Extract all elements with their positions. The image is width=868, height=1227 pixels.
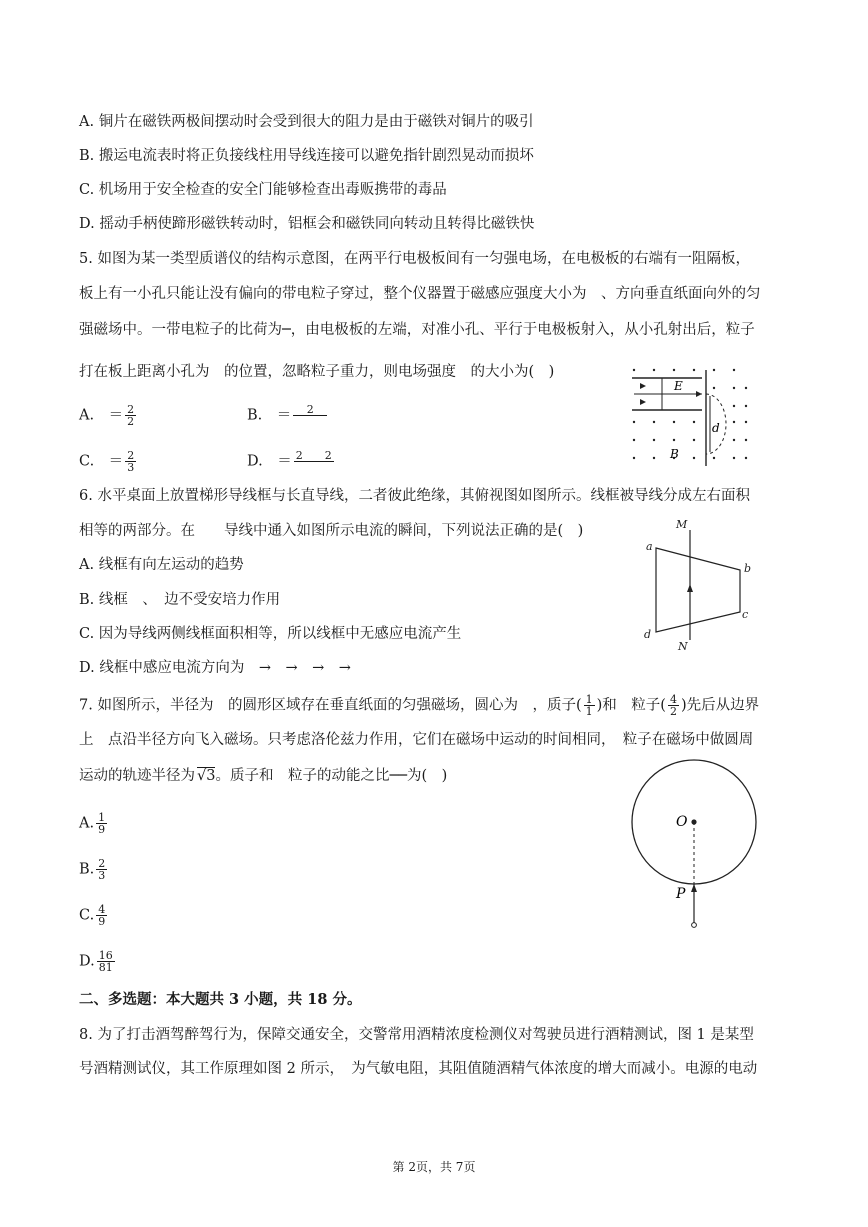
- q6-trapezoid-wire-diagram: [640, 514, 760, 654]
- q5-option-a: A. ＝ $\frac{2}{2}$: [79, 403, 135, 428]
- q5-mass-spectrometer-diagram: [626, 366, 756, 470]
- q7-circular-field-diagram: [626, 756, 762, 936]
- label-p: P: [676, 886, 686, 902]
- section-heading-multiple-choice: 二、多选题：本大题共 3 小题，共 18 分。: [79, 991, 362, 1008]
- q4-option-c: C. 机场用于安全检查的安全门能够检查出毒贩携带的毒品: [79, 182, 447, 198]
- q4-option-a: A. 铜片在磁铁两极间摆动时会受到很大的阻力是由于磁铁对铜片的吸引: [79, 114, 534, 130]
- q7-option-d: D. $\frac{16}{81}$: [79, 949, 113, 974]
- q7-stem-line2: 上 点沿半径方向飞入磁场。只考虑洛伦兹力作用，它们在磁场中运动的时间相同， 粒子在磁场中做圆周: [79, 732, 754, 748]
- label-o: O: [676, 814, 688, 830]
- label-m: M: [676, 518, 688, 531]
- q7-stem-line1: 7. 如图所示，半径为 的圆形区域存在垂直纸面的匀强磁场，圆心为 ，质子( $\frac{1}{1}$ )和 粒子( $\frac{4}{2}$ )先后从边界: [79, 693, 760, 718]
- q6-stem-line2: 相等的两部分。在 导线中通入如图所示电流的瞬间，下列说法正确的是( ): [79, 523, 584, 539]
- q5-stem-line4: 打在板上距离小孔为 的位置，忽略粒子重力，则电场强度 的大小为( ): [79, 364, 555, 380]
- q6-option-c: C. 因为导线两侧线框面积相等，所以线框中无感应电流产生: [79, 626, 462, 642]
- q8-stem-line1: 8. 为了打击酒驾醉驾行为，保障交通安全，交警常用酒精浓度检测仪对驾驶员进行酒精测试，图 1 是某型: [79, 1027, 754, 1043]
- page-footer: 第 2页，共 7页: [392, 1160, 476, 1174]
- label-d: d: [644, 628, 652, 641]
- q4-option-b: B. 搬运电流表时将正负接线柱用导线连接可以避免指针剧烈晃动而损坏: [79, 148, 534, 164]
- q5-option-c: C. ＝ $\frac{2}{3}$: [79, 449, 135, 474]
- label-a: a: [646, 540, 653, 553]
- q5-option-b: B. ＝ 2: [247, 404, 329, 427]
- q6-option-a: A. 线框有向左运动的趋势: [79, 557, 244, 573]
- q6-stem-line1: 6. 水平桌面上放置梯形导线框与长直导线，二者彼此绝缘，其俯视图如图所示。线框被导线分成左右面积: [79, 488, 750, 504]
- q5-option-d: D. ＝ 2 2: [247, 449, 332, 470]
- label-d: d: [712, 421, 720, 435]
- q7-stem-line3: 运动的轨迹半径为 √3。质子和 粒子的动能之比──为( ): [79, 768, 448, 784]
- label-c: c: [742, 608, 749, 621]
- q5-stem-line2: 板上有一小孔只能让没有偏向的带电粒子穿过，整个仪器置于磁感应强度大小为 、方向垂直纸面向外的匀: [79, 286, 761, 302]
- q8-stem-line2: 号酒精测试仪，其工作原理如图 2 所示， 为气敏电阻，其阻值随酒精气体浓度的增大而减小。电源的电动: [79, 1061, 758, 1077]
- label-e: E: [674, 379, 683, 393]
- q7-option-b: B. $\frac{2}{3}$: [79, 857, 106, 882]
- label-n: N: [678, 640, 688, 653]
- q5-stem-line1: 5. 如图为某一类型质谱仪的结构示意图，在两平行电极板间有一匀强电场，在电极板的右端有一阻隔板，: [79, 251, 750, 267]
- label-b: b: [744, 562, 752, 575]
- q6-option-b: B. 线框 、 边不受安培力作用: [79, 592, 281, 608]
- q7-option-c: C. $\frac{4}{9}$: [79, 903, 106, 928]
- q4-option-d: D. 摇动手柄使蹄形磁铁转动时，铝框会和磁铁同向转动且转得比磁铁快: [79, 216, 535, 232]
- label-b: B: [670, 447, 679, 461]
- q5-stem-line3: 强磁场中。一带电粒子的比荷为─，由电极板的左端，对准小孔、平行于电极板射入，从小孔射出后，粒子: [79, 322, 755, 338]
- q7-option-a: A. $\frac{1}{9}$: [79, 811, 106, 836]
- q6-option-d: D. 线框中感应电流方向为 → → → →: [79, 660, 351, 676]
